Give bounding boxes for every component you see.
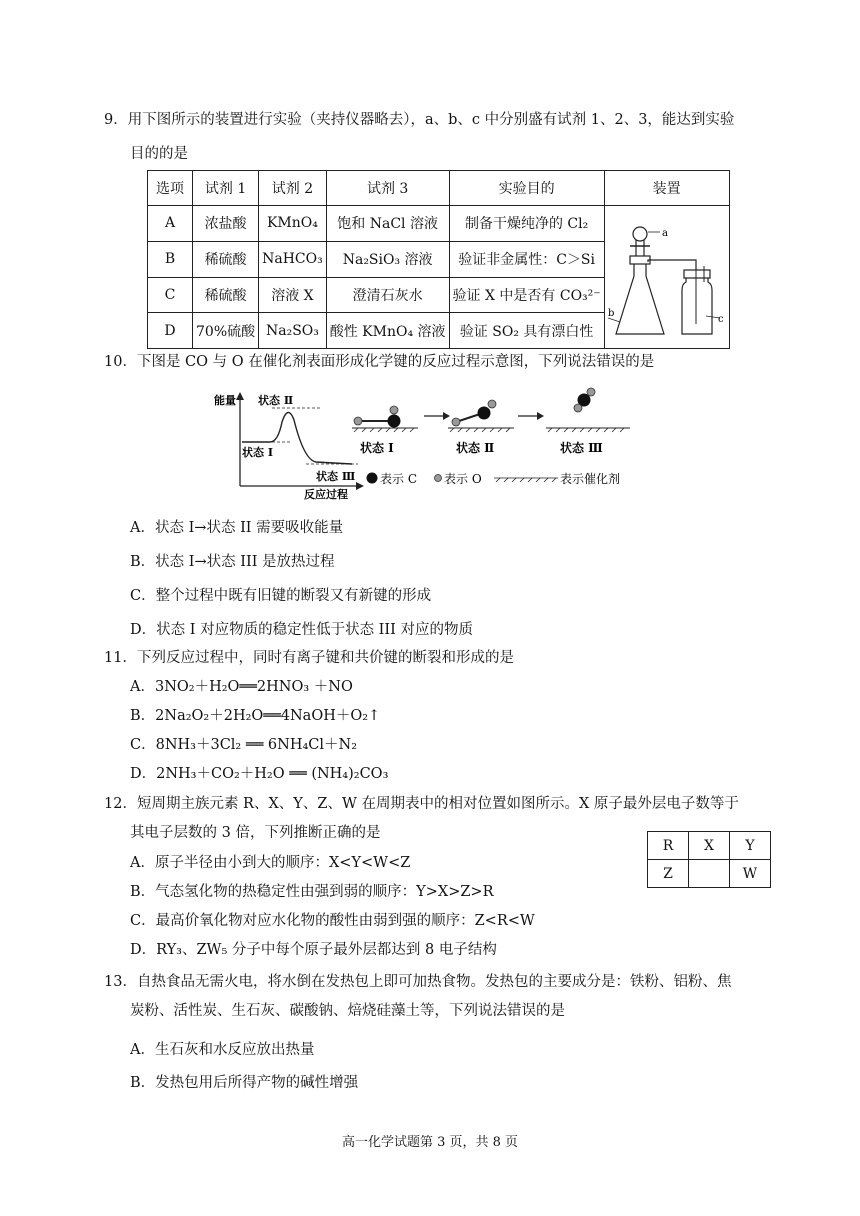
header-cell: 装置: [604, 171, 729, 206]
reagent3-cell: 澄清石灰水: [326, 277, 449, 313]
reagent3-cell: 酸性 KMnO₄ 溶液: [326, 313, 449, 349]
element-cell: Y: [730, 832, 771, 860]
q12-option-a: A．原子半径由小到大的顺序：X<Y<W<Z: [130, 855, 411, 871]
state1-label: 状态 Ⅰ: [360, 441, 394, 455]
q11-option-c: C．8NH₃＋3Cl₂ ══ 6NH₄Cl＋N₂: [130, 737, 358, 753]
reagent1-cell: 稀硫酸: [193, 277, 259, 313]
q10-stem: 10．下图是 CO 与 O 在催化剂表面形成化学键的反应过程示意图，下列说法错误的是: [104, 354, 655, 370]
q13-option-a: A．生石灰和水反应放出热量: [130, 1042, 315, 1058]
energy-state1-label: 状态 Ⅰ: [242, 446, 273, 459]
state2-label: 状态 Ⅱ: [456, 441, 495, 455]
purpose-cell: 验证 X 中是否有 CO₃²⁻: [449, 277, 604, 313]
y-axis-label: 能量: [214, 394, 236, 407]
energy-state2-label: 状态 Ⅱ: [258, 394, 294, 407]
header-cell: 试剂 3: [326, 171, 449, 206]
label-a: a: [661, 228, 668, 239]
energy-state3-label: 状态 Ⅲ: [316, 470, 356, 483]
q11-option-b: B．2Na₂O₂＋2H₂O══4NaOH＋O₂↑: [130, 708, 381, 724]
purpose-cell: 制备干燥纯净的 Cl₂: [449, 206, 604, 242]
element-cell: Z: [648, 860, 689, 888]
header-cell: 选项: [148, 171, 193, 206]
legend-o-marker: [435, 475, 442, 482]
q12-option-d: D．RY₃、ZW₅ 分子中每个原子最外层都达到 8 电子结构: [130, 942, 497, 958]
q12-stem-line2: 其电子层数的 3 倍，下列推断正确的是: [130, 825, 381, 841]
element-cell: [689, 860, 730, 888]
table-row: [148, 206, 730, 242]
header-cell: 试剂 1: [193, 171, 259, 206]
legend-c-marker: [367, 473, 378, 484]
reagent2-cell: 溶液 X: [259, 277, 327, 313]
q9-stem-line1: 9．用下图所示的装置进行实验（夹持仪器略去），a、b、c 中分别盛有试剂 1、2、3，能达到实验: [104, 112, 735, 128]
reagent1-cell: 浓盐酸: [193, 206, 259, 242]
label-c: c: [717, 314, 724, 325]
q10-option-c: C．整个过程中既有旧键的断裂又有新键的形成: [130, 588, 432, 604]
legend-catalyst-marker: [494, 478, 558, 482]
q12-option-c: C．最高价氧化物对应水化物的酸性由弱到强的顺序：Z<R<W: [130, 913, 535, 929]
legend-catalyst-label: 表示催化剂: [560, 472, 621, 486]
reagent3-cell: 饱和 NaCl 溶液: [326, 206, 449, 242]
reagent2-cell: NaHCO₃: [259, 241, 327, 277]
legend-o-label: 表示 O: [444, 472, 482, 486]
element-cell: R: [648, 832, 689, 860]
apparatus-diagram: [608, 206, 726, 344]
reagent1-cell: 稀硫酸: [193, 241, 259, 277]
q12-stem-line1: 12．短周期主族元素 R、X、Y、Z、W 在周期表中的相对位置如图所示。X 原子最外层电子数等于: [104, 796, 739, 812]
element-cell: W: [730, 860, 771, 888]
purpose-cell: 验证 SO₂ 具有漂白性: [449, 313, 604, 349]
option-cell: A: [148, 206, 193, 242]
q12-option-b: B．气态氢化物的热稳定性由强到弱的顺序：Y>X>Z>R: [130, 884, 494, 900]
apparatus-cell: [604, 206, 729, 349]
table-row: [648, 860, 771, 888]
legend-c-label: 表示 C: [380, 472, 417, 486]
header-cell: 实验目的: [449, 171, 604, 206]
page-footer: 高一化学试题第 3 页，共 8 页: [341, 1135, 519, 1150]
reagent2-cell: KMnO₄: [259, 206, 327, 242]
q9-stem-line2: 目的的是: [130, 146, 188, 162]
label-b: b: [607, 308, 615, 319]
purpose-cell: 验证非金属性：C＞Si: [449, 241, 604, 277]
state3-label: 状态 Ⅲ: [560, 441, 603, 455]
q9-table: [147, 170, 730, 349]
reagent1-cell: 70%硫酸: [193, 313, 259, 349]
q10-option-b: B．状态 I→状态 III 是放热过程: [130, 554, 335, 570]
q13-stem-line1: 13．自热食品无需火电，将水倒在发热包上即可加热食物。发热包的主要成分是：铁粉、铝粉、焦: [104, 974, 732, 990]
q11-option-d: D．2NH₃＋CO₂＋H₂O ══ (NH₄)₂CO₃: [130, 766, 389, 782]
q10-option-d: D．状态 I 对应物质的稳定性低于状态 III 对应的物质: [130, 622, 473, 638]
option-cell: C: [148, 277, 193, 313]
q13-stem-line2: 炭粉、活性炭、生石灰、碳酸钠、焙烧硅藻土等，下列说法错误的是: [130, 1003, 565, 1019]
reagent3-cell: Na₂SiO₃ 溶液: [326, 241, 449, 277]
table-header-row: [148, 171, 730, 206]
option-cell: B: [148, 241, 193, 277]
x-axis-label: 反应过程: [304, 488, 348, 501]
q11-stem: 11．下列反应过程中，同时有离子键和共价键的断裂和形成的是: [104, 650, 514, 666]
q10-diagram: [212, 386, 646, 504]
table-row: [648, 832, 771, 860]
q10-option-a: A．状态 I→状态 II 需要吸收能量: [130, 520, 344, 536]
option-cell: D: [148, 313, 193, 349]
reagent2-cell: Na₂SO₃: [259, 313, 327, 349]
element-cell: X: [689, 832, 730, 860]
q13-option-b: B．发热包用后所得产物的碱性增强: [130, 1075, 359, 1091]
q11-option-a: A．3NO₂＋H₂O══2HNO₃ ＋NO: [130, 679, 353, 695]
periodic-table-fragment: [647, 831, 771, 888]
header-cell: 试剂 2: [259, 171, 327, 206]
